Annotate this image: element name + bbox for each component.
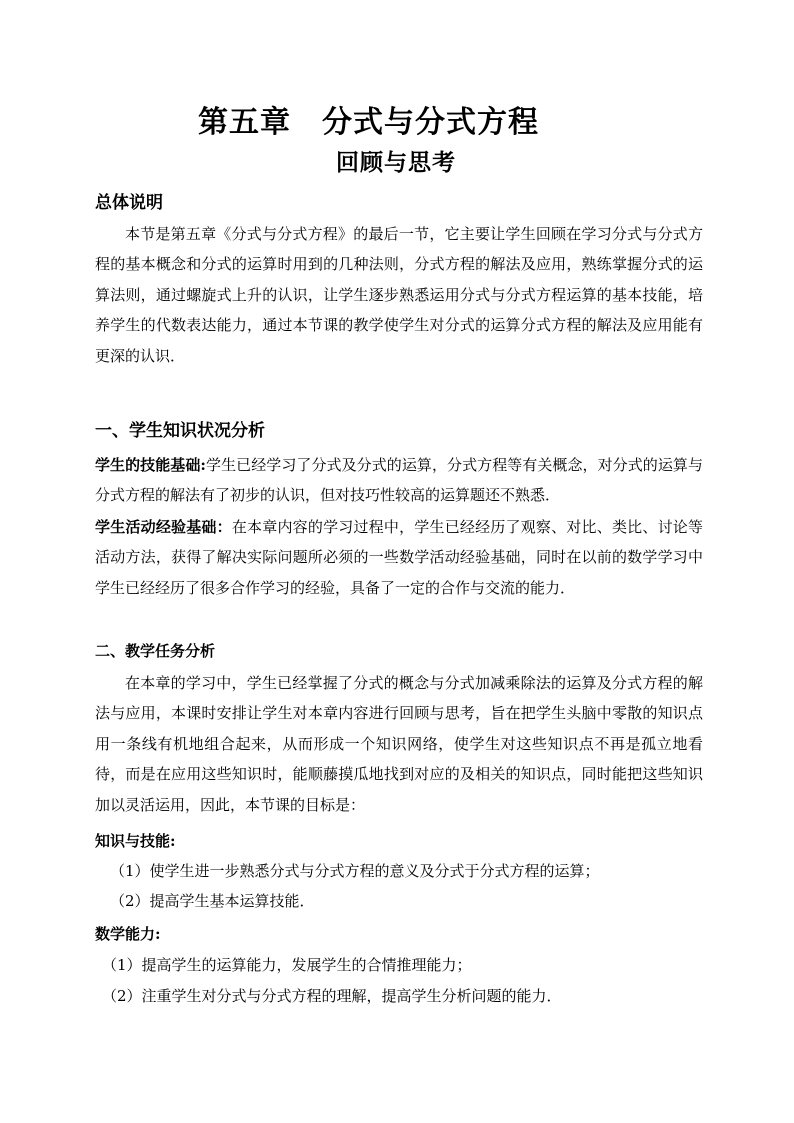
overview-heading: 总体说明 [95, 193, 163, 213]
math-item-2: （2）注重学生对分式与分式方程的理解，提高学生分析问题的能力． [102, 987, 562, 1005]
section1-heading: 一、学生知识状况分析 [95, 421, 265, 441]
skills-paragraph [95, 450, 703, 511]
knowledge-item-2: （2）提高学生基本运算技能． [110, 892, 315, 910]
section-subtitle: 回顾与思考 [336, 149, 456, 176]
activity-text: 在本章内容的学习过程中，学生已经经历了观察、对比、类比、讨论等活动方法，获得了解决实际问题所必须的一些数学活动经验基础，同时在以前的数学学习中学生已经经历了很多合作学习的经验，具备了一定的合作与交流的能力． [95, 518, 703, 597]
math-item-1: （1）提高学生的运算能力，发展学生的合情推理能力； [102, 956, 472, 974]
section2-paragraph: 在本章的学习中，学生已经掌握了分式的概念与分式加减乘除法的运算及分式方程的解法与应用，本课时安排让学生对本章内容进行回顾与思考，旨在把学生头脑中零散的知识点用一条线有机地组合起来，从而形成一个知识网络，使学生对这些知识点不再是孤立地看待，而是在应用这些知识时，能顺藤摸瓜地找到对应的及相关的知识点，同时能把这些知识加以灵活运用，因此，本节课的目标是： [95, 674, 703, 814]
skills-text: 学生已经学习了分式及分式的运算，分式方程等有关概念，对分式的运算与分式方程的解法有了初步的认识，但对技巧性较高的运算题还不熟悉． [95, 456, 703, 505]
chapter-title: 第五章 分式与分式方程 [198, 105, 539, 140]
skills-lead: 学生的技能基础: [95, 456, 206, 474]
math-ability-heading: 数学能力: [95, 925, 161, 943]
knowledge-heading: 知识与技能: [95, 832, 176, 850]
overview-paragraph: 本节是第五章《分式与分式方程》的最后一节，它主要让学生回顾在学习分式与分式方程的基本概念和分式的运算时用到的几种法则，分式方程的解法及应用，熟练掌握分式的运算法则，通过螺旋式上升的认识，让学生逐步熟悉运用分式与分式方程运算的基本技能，培养学生的代数表达能力，通过本节课的教学使学生对分式的运算分式方程的解法及应用能有更深的认识． [95, 225, 703, 365]
activity-paragraph [95, 512, 703, 603]
section2-heading: 二、教学任务分析 [95, 642, 216, 660]
activity-lead: 学生活动经验基础： [95, 518, 232, 536]
knowledge-item-1: （1）使学生进一步熟悉分式与分式方程的意义及分式于分式方程的运算； [110, 862, 600, 880]
